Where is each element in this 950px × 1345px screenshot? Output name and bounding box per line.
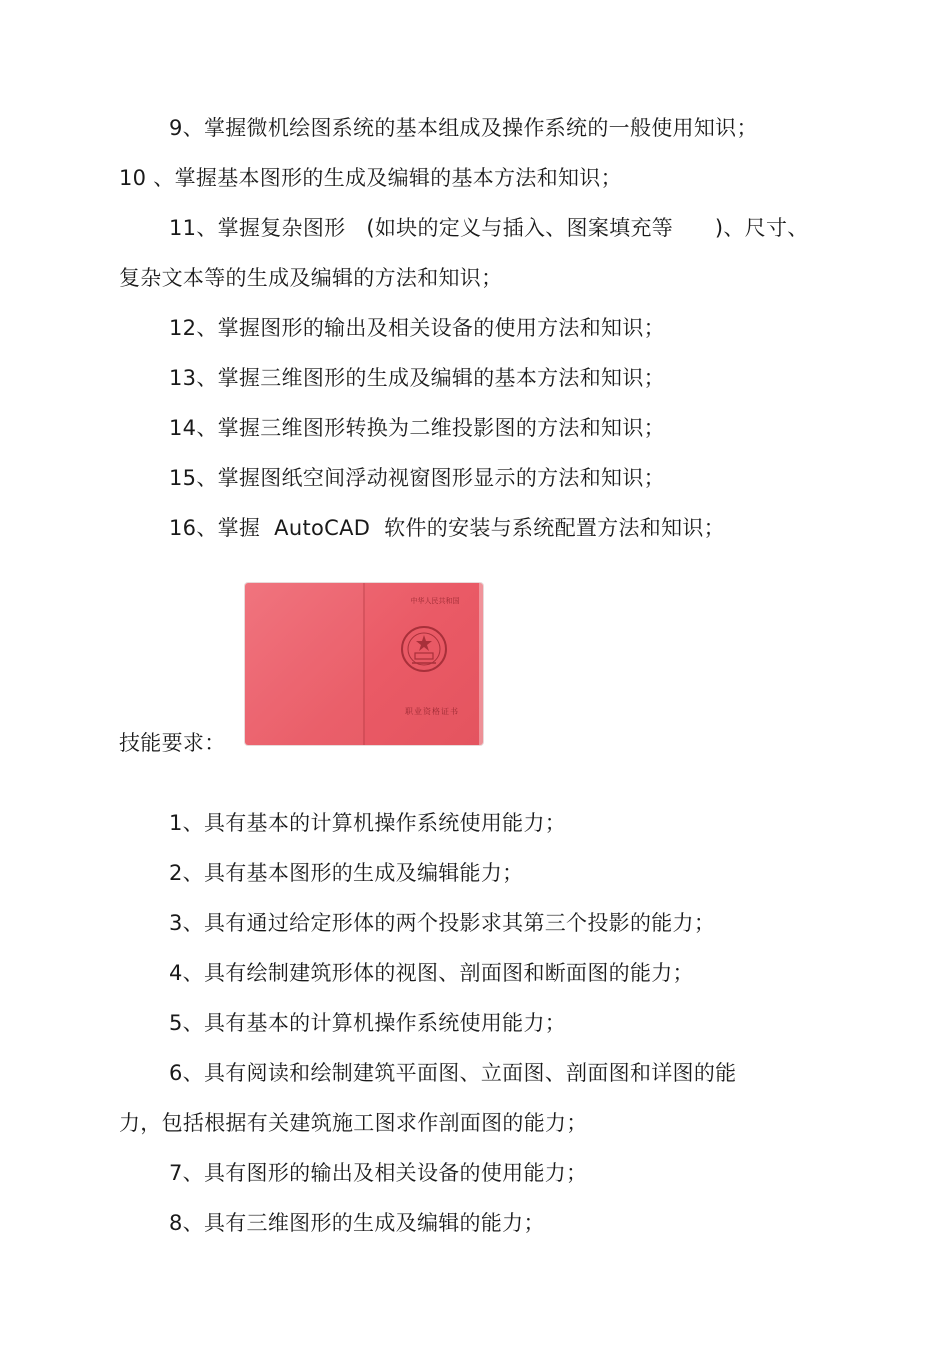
list-item: 10 、掌握基本图形的生成及编辑的基本方法和知识； bbox=[119, 166, 622, 190]
list-item: 6、具有阅读和绘制建筑平面图、立面图、剖面图和详图的能 bbox=[169, 1061, 737, 1085]
list-item: 4、具有绘制建筑形体的视图、剖面图和断面图的能力； bbox=[169, 961, 694, 985]
list-item: 12、掌握图形的输出及相关设备的使用方法和知识； bbox=[169, 316, 665, 340]
list-item: 16、掌握 AutoCAD 软件的安装与系统配置方法和知识； bbox=[169, 516, 725, 540]
list-item: 1、具有基本的计算机操作系统使用能力； bbox=[169, 811, 567, 835]
national-emblem-icon bbox=[398, 623, 450, 675]
list-item: 5、具有基本的计算机操作系统使用能力； bbox=[169, 1011, 567, 1035]
list-item: 13、掌握三维图形的生成及编辑的基本方法和知识； bbox=[169, 366, 665, 390]
certificate-spine bbox=[363, 583, 365, 745]
certificate-image bbox=[245, 583, 483, 745]
list-item: 8、具有三维图形的生成及编辑的能力； bbox=[169, 1211, 545, 1235]
list-item: 14、掌握三维图形转换为二维投影图的方法和知识； bbox=[169, 416, 665, 440]
list-item: 3、具有通过给定形体的两个投影求其第三个投影的能力； bbox=[169, 911, 716, 935]
list-item: 11、掌握复杂图形 (如块的定义与插入、图案填充等 )、尺寸、 bbox=[169, 216, 809, 240]
list-item: 15、掌握图纸空间浮动视窗图形显示的方法和知识； bbox=[169, 466, 665, 490]
skills-heading: 技能要求： bbox=[119, 731, 226, 755]
certificate-top-text: 中华人民共和国 bbox=[410, 597, 460, 605]
list-item: 9、掌握微机绘图系统的基本组成及操作系统的一般使用知识； bbox=[169, 116, 758, 140]
list-item-continuation: 复杂文本等的生成及编辑的方法和知识； bbox=[119, 266, 503, 290]
list-item-continuation: 力，包括根据有关建筑施工图求作剖面图的能力； bbox=[119, 1111, 588, 1135]
list-item: 7、具有图形的输出及相关设备的使用能力； bbox=[169, 1161, 588, 1185]
list-item: 2、具有基本图形的生成及编辑能力； bbox=[169, 861, 524, 885]
certificate-title-text: 职业资格证书 bbox=[405, 707, 459, 716]
